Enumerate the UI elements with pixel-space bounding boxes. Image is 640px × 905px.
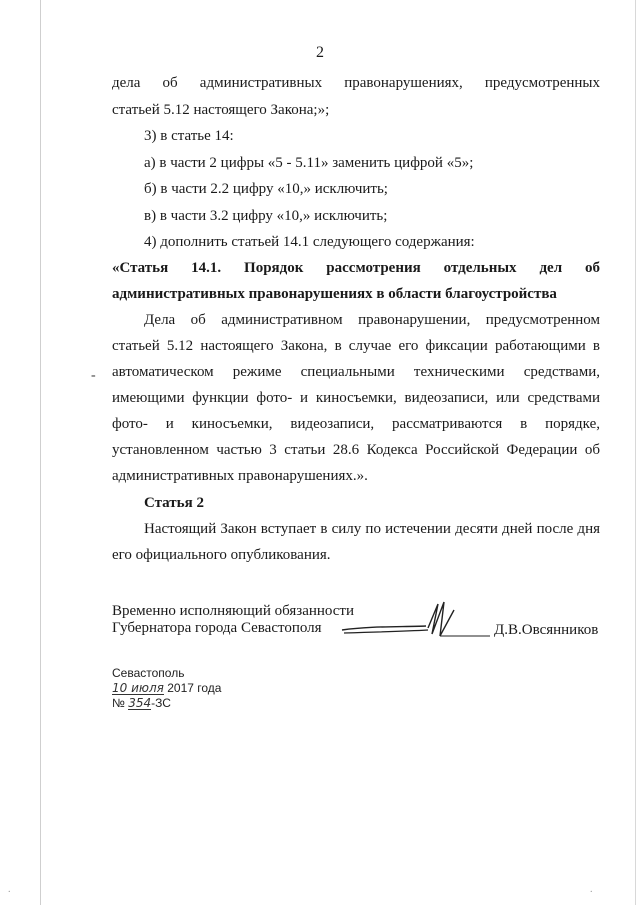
handwritten-date: 10 июля bbox=[112, 681, 164, 695]
text-line: Статья 2 bbox=[144, 495, 204, 511]
text-line: административных правонарушениях.». bbox=[112, 468, 368, 484]
signature-title-line-1: Временно исполняющий обязанности bbox=[112, 603, 355, 619]
margin-mark: - bbox=[91, 368, 96, 383]
word: предусмотренных bbox=[484, 75, 601, 91]
justified-line: статьей 5.12 настоящего Закона, в случае его фиксации работающими в bbox=[112, 338, 600, 354]
handwritten-signature bbox=[330, 596, 510, 642]
word: рассмотрения bbox=[326, 260, 421, 276]
scan-edge-left bbox=[40, 0, 41, 905]
scan-edge-right bbox=[635, 0, 636, 905]
date-line bbox=[112, 681, 221, 696]
text-line: статьей 5.12 настоящего Закона;»; bbox=[112, 102, 330, 118]
place-date-number bbox=[112, 666, 221, 711]
text-line: 3) в статье 14: bbox=[144, 128, 234, 144]
justified-line bbox=[112, 70, 600, 96]
scan-corner-mark: . bbox=[8, 884, 11, 895]
text-line: административных правонарушениях в области благоустройства bbox=[112, 286, 557, 302]
justified-line: Дела об административном правонарушении, предусмотренном bbox=[144, 312, 600, 328]
word: дел bbox=[539, 260, 563, 276]
word: отдельных bbox=[443, 260, 517, 276]
word: административных bbox=[199, 75, 323, 91]
text-line: б) в части 2.2 цифру «10,» исключить; bbox=[144, 181, 388, 197]
article-14-1-paragraph bbox=[112, 307, 600, 489]
body-line-1 bbox=[112, 70, 600, 96]
text-line: а) в части 2 цифры «5 - 5.11» заменить цифрой «5»; bbox=[144, 155, 474, 171]
word: «Статья bbox=[112, 260, 169, 276]
text-line: его официального опубликования. bbox=[112, 547, 331, 563]
article-2-heading bbox=[112, 490, 600, 516]
scan-corner-mark: . bbox=[590, 884, 593, 895]
year-text: 2017 года bbox=[167, 681, 222, 695]
handwritten-number: 354 bbox=[128, 696, 152, 710]
page-number: 2 bbox=[316, 44, 324, 61]
justified-line: имеющими функции фото- и киносъемки, видеозаписи, или средствами bbox=[112, 390, 600, 406]
item-3a bbox=[112, 150, 600, 176]
number-sign: № bbox=[112, 696, 125, 710]
justified-line: фото- и киносъемки, видеозаписи, рассматриваются в порядке, bbox=[112, 416, 600, 432]
justified-line: автоматическом режиме специальными техническими средствами, bbox=[112, 364, 600, 380]
body-line-2 bbox=[112, 97, 600, 123]
item-3c bbox=[112, 203, 600, 229]
word: Порядок bbox=[244, 260, 304, 276]
city: Севастополь bbox=[112, 666, 185, 680]
item-3 bbox=[112, 123, 600, 149]
number-suffix: -ЗС bbox=[151, 696, 171, 710]
word: об bbox=[162, 75, 178, 91]
item-4 bbox=[112, 229, 600, 255]
text-line: в) в части 3.2 цифру «10,» исключить; bbox=[144, 208, 388, 224]
signatory-name: Д.В.Овсянников bbox=[494, 622, 599, 638]
word: 14.1. bbox=[191, 260, 222, 276]
word: дела bbox=[112, 75, 141, 91]
signature-title-line-2: Губернатора города Севастополя bbox=[112, 620, 322, 636]
justified-line bbox=[112, 255, 600, 281]
article-14-1-heading bbox=[112, 255, 600, 307]
article-2-paragraph bbox=[112, 516, 600, 568]
word: правонарушениях, bbox=[344, 75, 463, 91]
justified-line: установленном частью 3 статьи 28.6 Кодекса Российской Федерации об bbox=[112, 442, 600, 458]
word: об bbox=[585, 260, 601, 276]
number-line bbox=[112, 696, 221, 711]
justified-line: Настоящий Закон вступает в силу по истечении десяти дней после дня bbox=[144, 521, 600, 537]
item-3b bbox=[112, 176, 600, 202]
text-line: 4) дополнить статьей 14.1 следующего содержания: bbox=[144, 234, 475, 250]
